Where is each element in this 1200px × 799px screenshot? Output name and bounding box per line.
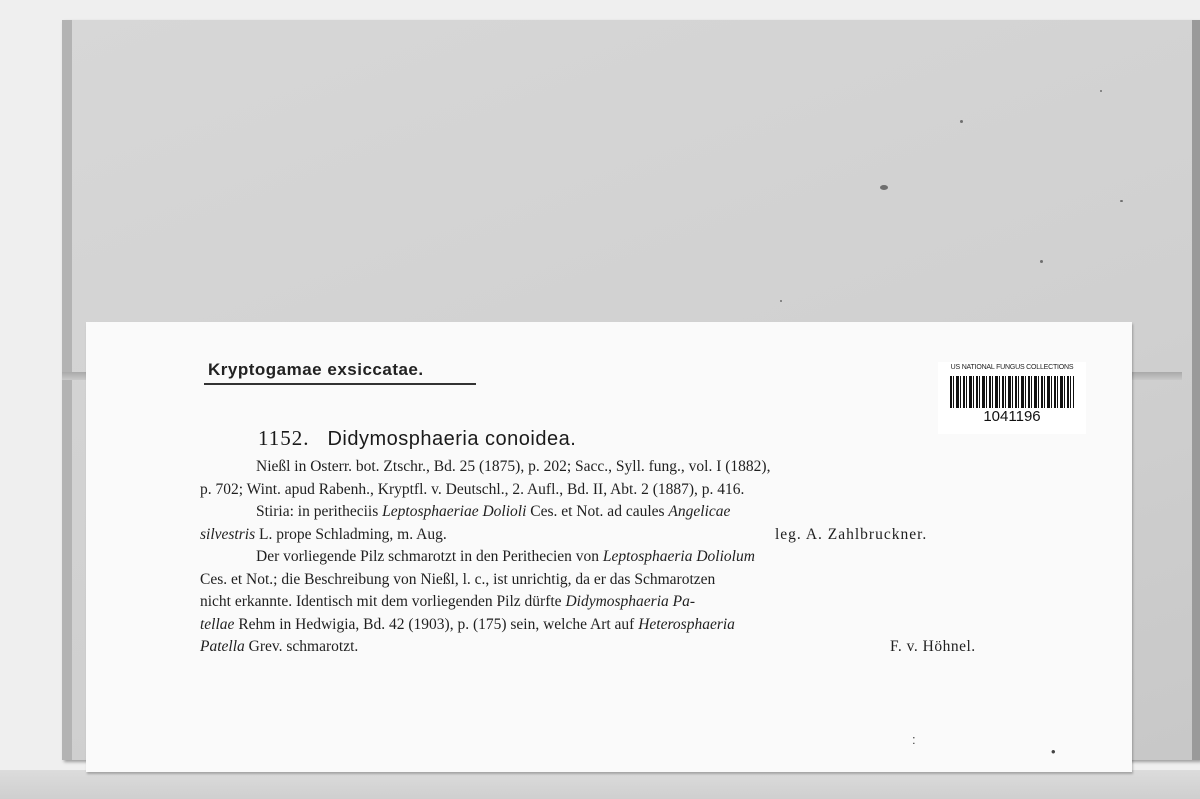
taxon-name: tellae <box>200 615 235 633</box>
packet-speck <box>780 300 782 302</box>
note-text: Grev. schmarotzt. <box>244 638 359 655</box>
barcode-sticker <box>938 362 1086 434</box>
citation-line: Nießl in Osterr. bot. Ztschr., Bd. 25 (1875), p. 202; Sacc., Syll. fung., vol. I (1882), <box>256 458 771 475</box>
series-title: Kryptogamae exsiccatae. <box>208 360 424 379</box>
barcode-icon <box>950 376 1074 408</box>
note-text: nicht erkannte. Identisch mit dem vorliegenden Pilz dürfte <box>200 593 566 610</box>
taxon-name: Heterosphaeria <box>638 615 735 633</box>
host-name: Leptosphaeriae Dolioli <box>382 503 527 520</box>
note-text: Der vorliegende Pilz schmarotzt in den Perithecien von <box>256 548 603 565</box>
packet-speck <box>880 185 888 190</box>
locality-text: L. prope Schladming, m. Aug. <box>255 525 447 543</box>
author-signature: F. v. Höhnel. <box>890 638 976 655</box>
packet-speck <box>960 120 963 123</box>
packet-speck <box>1100 90 1102 92</box>
note-line: Ces. et Not.; die Beschreibung von Nießl, l. c., ist unrichtig, da er das Schmarotzen <box>200 570 716 588</box>
species-heading <box>258 426 576 451</box>
taxon-name: Leptosphaeria Doliolum <box>602 548 755 565</box>
label-body <box>200 456 1030 659</box>
host-name: silvestris <box>200 525 256 543</box>
host-name: Angelicae <box>668 503 731 520</box>
locality-line <box>200 501 1030 524</box>
barcode-number: 1041196 <box>983 408 1041 425</box>
locality-line <box>200 524 1030 547</box>
scan-bottom-edge <box>0 770 1200 799</box>
note-line <box>200 614 1030 637</box>
note-line <box>200 636 1030 659</box>
pencil-mark: • <box>1051 744 1056 759</box>
barcode-caption: US NATIONAL FUNGUS COLLECTIONS <box>950 364 1074 371</box>
locality-text: Stiria: in peritheciis <box>256 503 383 520</box>
citation-line: p. 702; Wint. apud Rabenh., Kryptfl. v. Deutschl., 2. Aufl., Bd. II, Abt. 2 (1887), p. 416. <box>200 480 745 498</box>
packet-speck <box>1040 260 1043 263</box>
taxon-name: Patella <box>200 638 245 655</box>
species-name: Didymosphaeria conoidea. <box>327 428 577 450</box>
pencil-mark: : <box>912 732 916 747</box>
packet-speck <box>1120 200 1123 202</box>
note-line <box>200 546 1030 569</box>
note-text: Rehm in Hedwigia, Bd. 42 (1903), p. (175) sein, welche Art auf <box>234 615 639 633</box>
species-number: 1152. <box>258 426 310 450</box>
series-title-underline <box>204 383 476 385</box>
collector: leg. A. Zahlbruckner. <box>775 525 928 543</box>
taxon-name: Didymosphaeria Pa- <box>565 593 696 610</box>
exsiccata-label <box>86 322 1132 772</box>
note-line <box>200 591 1030 614</box>
locality-text: Ces. et Not. ad caules <box>526 503 669 520</box>
